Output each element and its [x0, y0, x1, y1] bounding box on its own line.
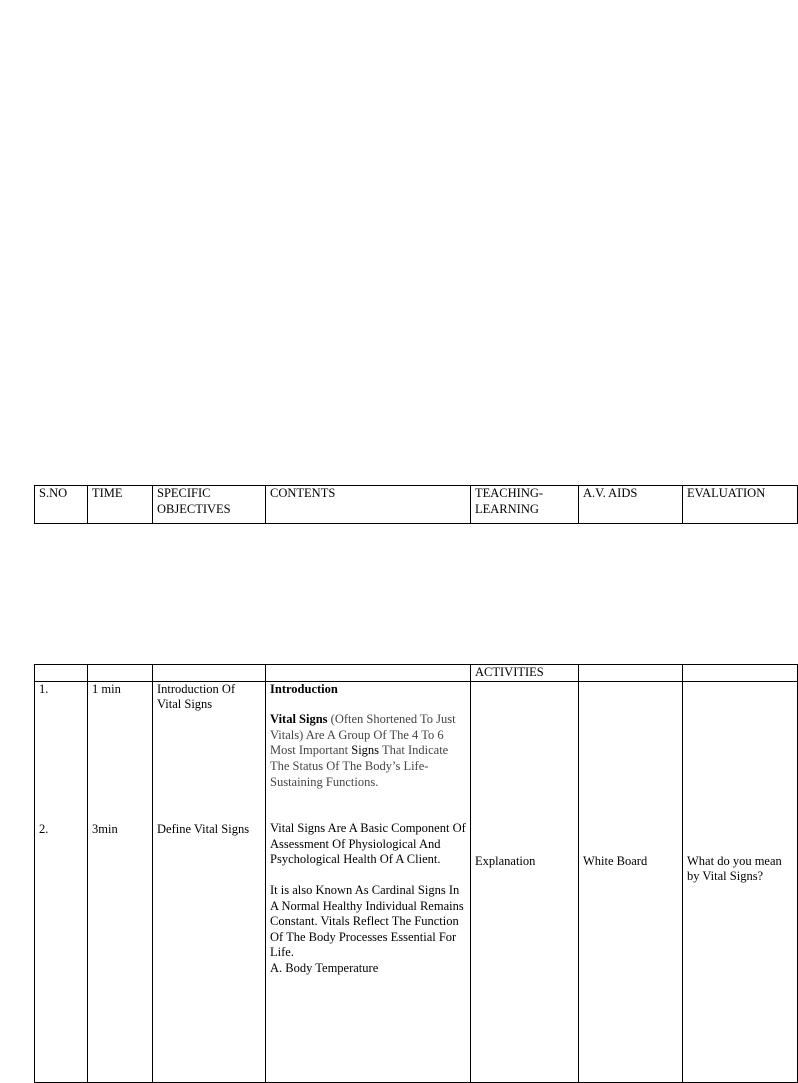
row2-sno: 2.	[39, 822, 49, 837]
empty-cell	[579, 665, 683, 682]
header-contents: CONTENTS	[266, 486, 471, 524]
sno-cell	[35, 681, 88, 1082]
spacer	[270, 697, 466, 712]
row2-objective: Define Vital Signs	[157, 821, 250, 836]
empty-cell	[683, 665, 798, 682]
spacer	[92, 697, 148, 822]
row2-evaluation: What do you mean by Vital Signs?	[687, 853, 782, 884]
vs-bold-2: Signs	[351, 743, 380, 758]
spacer	[475, 682, 574, 854]
header-evaluation: EVALUATION	[683, 486, 798, 524]
empty-cell	[266, 665, 471, 682]
spacer	[39, 697, 83, 822]
row2-teaching: Explanation	[475, 853, 536, 868]
activities-label: ACTIVITIES	[471, 665, 579, 682]
header-specific-objectives: SPECIFIC OBJECTIVES	[153, 486, 266, 524]
row2-para1: Vital Signs Are A Basic Component Of Assessment Of Physiological And Psychological Health Of A Client.	[270, 821, 466, 867]
empty-cell	[153, 665, 266, 682]
header-teaching-learning: TEACHING- LEARNING	[471, 486, 579, 524]
activities-row	[35, 665, 798, 682]
vs-text-1: (Often Shortened To Just Vitals) Are A Group Of The 4 To 6 Most Important	[270, 712, 456, 758]
empty-cell	[35, 665, 88, 682]
row1-sno: 1.	[39, 681, 49, 696]
objective-cell	[153, 681, 266, 1082]
content-row	[35, 681, 798, 1082]
spacer	[583, 682, 678, 854]
vs-bold-1: Vital Signs	[270, 712, 328, 727]
time-cell	[88, 681, 153, 1082]
spacer	[270, 790, 466, 821]
row2-para2: It is also Known As Cardinal Signs In A Normal Healthy Individual Remains Constant. Vitals Reflect The Function Of The Body Processes Essential For Life.	[270, 882, 464, 960]
header-av-aids: A.V. AIDS	[579, 486, 683, 524]
row1-objective: Introduction Of Vital Signs	[157, 681, 236, 712]
intro-heading: Introduction	[270, 681, 338, 696]
contents-cell	[266, 681, 471, 1082]
vs-text-2: That Indicate The Status Of The Body’s Life-Sustaining Functions.	[270, 743, 449, 789]
spacer	[270, 868, 466, 883]
vital-signs-intro	[270, 712, 466, 790]
row2-time: 3min	[92, 822, 118, 837]
spacer	[157, 791, 261, 822]
header-row	[35, 486, 798, 524]
header-time: TIME	[88, 486, 153, 524]
av-aids-cell	[579, 681, 683, 1082]
row2-av-aid: White Board	[583, 853, 648, 868]
spacer	[687, 682, 793, 854]
row1-time: 1 min	[92, 681, 121, 696]
teaching-cell	[471, 681, 579, 1082]
header-sno: S.NO	[35, 486, 88, 524]
body-table	[34, 664, 798, 1083]
evaluation-cell	[683, 681, 798, 1082]
empty-cell	[88, 665, 153, 682]
header-table	[34, 485, 798, 524]
row2-list-item: A. Body Temperature	[270, 960, 379, 975]
